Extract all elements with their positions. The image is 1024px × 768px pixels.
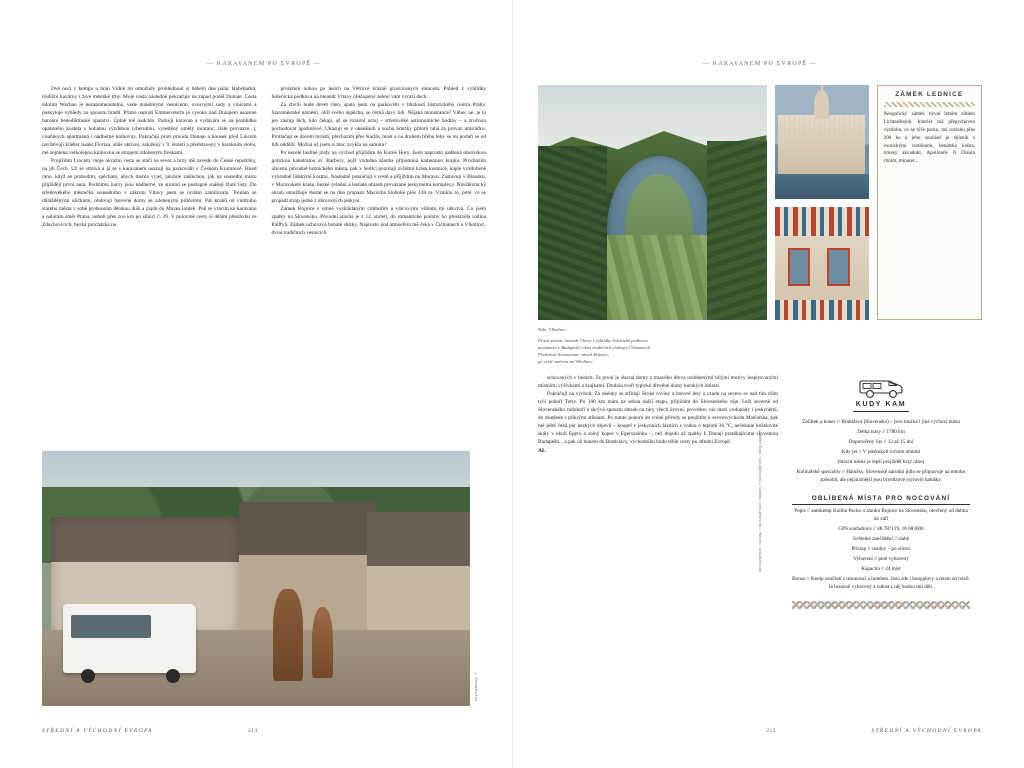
photo-folk-pattern-top [775,207,869,236]
lednice-body: Neogotický zámek býval letním sídlem Lichtenštejnů. Interiér má přepychovou výzdobu, co se týče parku, má rozlohu přes 200 ha a jeho součástí je skleník s exotickými rostlinami, benátská kašna, tímský akvadukt, Apollónův či Dianin chrám, minaret... [883,111,975,165]
list-item: Vybavení // plně vybavený [853,556,909,563]
photo-forest-left [538,146,607,320]
page-number-left: 214 [248,728,258,734]
camper-van-icon [858,377,904,399]
photo-window [827,248,850,286]
paragraph: protažení nohou po lesích na Větrové krásně prosvícených sluncem. Pohled z vyhlídky Solenická podkova na meandr Vltavy obklopený zelení vám vyrazí dech. [271,86,486,101]
list-item: Kapacita // 24 míst [861,565,901,572]
right-photo-grid [538,85,982,320]
list-item: Začátek a konec // Bratislava (Slovensko) – jsou možná i jiná výchozí místa [802,419,960,426]
paragraph: Projíždím Lincem, moje okružní cesta se stáčí na sever a brzy mě zavede do České republiky, na jih Čech. Už se stmívá a já se s karavanem usazuji na parkovišti v Českém Krumlově. Hned ráno, když se probudím, spěchám, abych mohla vyjet, jakmile zaslechnu, jak na sousední místo přijíždějí první auta. Podzimní barvy jsou nádherné, ze stromů se postupně snášejí žluté listy. Do středověkého městečka sousedního v zákrutu Vltavy jsem se ocitám zamilovala. Toulám se důlážděnými uličkami, obdivuji barevné domy se zdobenými průčelími. Pár kroků od vnitřního starého města v sobě probouzím dětskou duši a zajdu do Muzea loutek. Pak se vracím ke karavanu a nabírám směr Praha, neboli přes zoo km po silnici č. 39. V polovině cesty si dělám přestávku ve Zduchovicích, hezká procházka na [42,158,257,229]
photo-house-right [367,512,470,640]
running-head-left: — KARAVANEM PO EVROPĚ — [206,60,322,67]
list-item: Přístup // snadný – po silnici [851,546,911,553]
practical-info-sidebar [792,375,970,608]
caption-line: parlament v Budapešti; okno tradičních chalup v Čičmanech. [538,344,652,350]
cicmany-window-photo [775,207,869,320]
photo-wooden-statue [273,589,303,681]
village-photo [42,451,470,706]
photo-spire [821,85,823,92]
sidebar-title: KUDY KAM [855,401,907,409]
photo-credit-right: © Ondrej Kunzl / stock.adobe.com © kateryna / stock.adobe.com © Simonoi / stock.adobe.com [758,430,762,572]
photo-van-wheel [81,669,95,683]
list-item: Kdy jet // V jakémkoli ročním období [841,449,921,456]
sidebar-section-title: OBLÍBENÁ MÍSTA PRO NOCOVÁNÍ [792,495,970,505]
article-body [538,375,778,608]
left-column-2 [272,85,487,237]
list-item: (hlavní města je lepší projíždět brzy ráno) [837,459,925,466]
paragraph: Pokračuji na východ. Za okénky se střídají široké roviny a borové lesy a vzadu na severu se nad tím vším tyčí pohoří Totry. Po 100 km mám za sebou další etapu, přijíždím do Slovenského ráje. Leží severně od Slovenského rudohoří a skrývá spoustu stezek na túry všech úrovní, provedou vás mezi vodopády i jeskyněmi, do soutěsek s příkrými stěnami. Po tomto ponoru do volné přírody se použitím k severovýchodu Maďarska, kde mě ještě čeká pár hezkých objevů – koupel v jeskynních lázních s vodou o teplotě 30 °C, nečekané kuželovité skály v okolí Egeru a solný kopec v Egerszalóku –, než dojedu až zpátky k Dunaji protékajícímu skvostnou Budapešti... a pak už honem do Bratislavy, východního bodu téhle cesty po střední Evropě. [538,391,778,445]
paragraph: Po necelé hodině jízdy na východ přijíždím do Kutné Hory. Jsem naprosto nadšená obrovskou gotickou katedrálou sv. Barbory, jejíž vzdušná klenba připomíná kamennou krajku. Procházím ulicemi původně hornického města, pak v Sedlci pozoruji zvláštní krásu kostnice, kaple vyzdobené výhradně lidskými kostmi. Následně pokračuji v cestě a přijíždím na Moravu. Zastavuji v Blansku, v Moravském krasu, hezké zvlnění a lesnaté oblasti provázané jeskynními komplexy. Návštěvnický okruh umožňuje dostat se na dno propasti Macocha hluboké přes 138 m. Vzniklo to, poté, co se propadl strop jedné z obrovských jeskyní. [271,150,486,205]
lednice-sidebar [877,85,982,320]
parliament-photo [775,85,869,199]
paragraph: schovaných v horách. Ta první je slavná domy z tmavého dřeva ozdobenými bílými motivy inspirovanými místními výšivkami a krajkami. Druhou tvoří typické dřevěné domy horských oblastí. [538,375,778,390]
list-item: Světelné znečištění // slabé [852,536,910,543]
decorative-rule [884,102,975,107]
photo-folk-pattern-bottom [775,300,869,320]
page-number-right: 215 [766,728,776,734]
list-item: Bonus // Kemp součástí s restaurací a hotelem. Jsou zde i bungalovy a místo na trávě. Je luxusně vybavený a radost z něj budou mít děti. [792,575,970,591]
author-initials: AL [538,447,546,454]
photo-danube [775,174,869,199]
caption-line: Níže: Vlkolínec. [538,327,568,332]
decorative-ornament [792,601,970,609]
right-page [512,0,1024,768]
right-photo-column [775,85,869,320]
itinerary-list [792,418,970,484]
caption-line: Předchozí dvoustrana: zámek Bojnice; [538,351,610,357]
photo-forest-right [707,141,766,320]
running-head-right: — KARAVANEM PO EVROPĚ — [702,60,818,67]
list-item: Kulinářské speciality // Halušky. Slovenské národní jídlo se připravuje na mnoho způsobů, ale nejznámější jsou bryndzové (sýrové) halušky. [796,469,966,484]
footer-left: STŘEDNÍ A VÝCHODNÍ EVROPA [42,728,153,734]
left-text-columns [42,85,486,237]
list-item: GPS souřadnice // 48.787119, 18.683606 [838,526,924,533]
camping-list [792,507,970,592]
photo-window [788,248,811,286]
paragraph: Za chvíli bude devět ráno, spala jsem na parkovišti v blízkosti historického centra Prahy. Staroměstské náměstí, obří svého úspěchu, se černá davy lidí. Nějaká monstrance? Vůbec ne, je to jen zástup těch, kdo čekají, až se rozezní orloj – středověké astronomické hodiny – a zročnou pochodovat apoštolové. Ukazuji se v okénkách a socha Smrtky přitom tahá za provaz umíráčku. Protlačuji se davem turistů, přecházím přes Karlův most a na druhém břehu lehy se mi podaří se od lidí oddělit. Možná už jsem si moc zvykla na samotu? [271,102,486,149]
list-item: Doporučený čas // 12 až 15 dní [848,439,914,446]
photo-dome [814,90,829,120]
list-item: Délka trasy // 1780 km [857,429,905,436]
paragraph: Zámek Bojnice s umně vyskládaným cimbuřím a válcovými věžemi mi utkvívá. Co jsem zpátky na Slovensku. Původní stavba je z 12. století, do romantické podoby ho přestavěla rodina Pálffyů. Zámek uchovává bohaté sbírky. Naprosto jiná atmosféra mě čeká v Čičmanech a Vlkolínci, dvou tradičních vesnicích [271,206,486,237]
photo-house-middle [239,502,376,635]
left-column-1 [42,85,257,237]
paragraph: Dvě noci v kempu u bran Vídně mi umožnily prohlédnout si během dne palác Habsburků, tradiční kavárny i živé městské trhy. Moje cesta následně pokračuje na západ podél Dunaje. Cesta údolím Wachau je nezapomenutelná, vede malebnými vesnicemi, ovocnými sady a vinicemi a poskytuje výhledy na spoustu hradů. Přímo naproti Emmersdorfu je vysoko nad Dunajem usazené barokní benediktinské opatství. Úplně mě nadchlo. Parkuji karavan a vydávám se na prohlídku opatského kostela s bohatou výzdobou (cherubíni, vyleštěný umělý mramor, zlaté provazce...), císařských apartmánů i nádherné knihovny. Pokračuji proti proudu Dunaje a kousek před Lincem navštěvuji klášter Sankt Florian, stále aktivní, založený v 9. století a představený v barokním slohu, mé zejména velkolepou knihovnu se stropem zdobeným freskami. [42,86,257,157]
list-item: Popis // autokemp Koliba Pacho u zámku Bojnice na Slovensku, otevřený od dubna do září [794,507,968,523]
photo-camper-van [63,604,196,673]
page-gutter [512,0,513,768]
photo-caption [538,327,778,365]
lednice-title: ZÁMEK LEDNICE [895,91,964,98]
caption-line: Pravá strana: meandr Vltavy z vyhlídky Solenická podkova; [538,337,649,343]
footer-right: STŘEDNÍ A VÝCHODNÍ EVROPA [871,728,982,734]
photo-wooden-statue [312,607,333,678]
meander-photo [538,85,767,320]
caption-line: po cestě směrem na Vlkolínec. [538,358,594,364]
divider [853,411,909,412]
photo-credit-left: © Alexandra Lier [474,672,478,702]
